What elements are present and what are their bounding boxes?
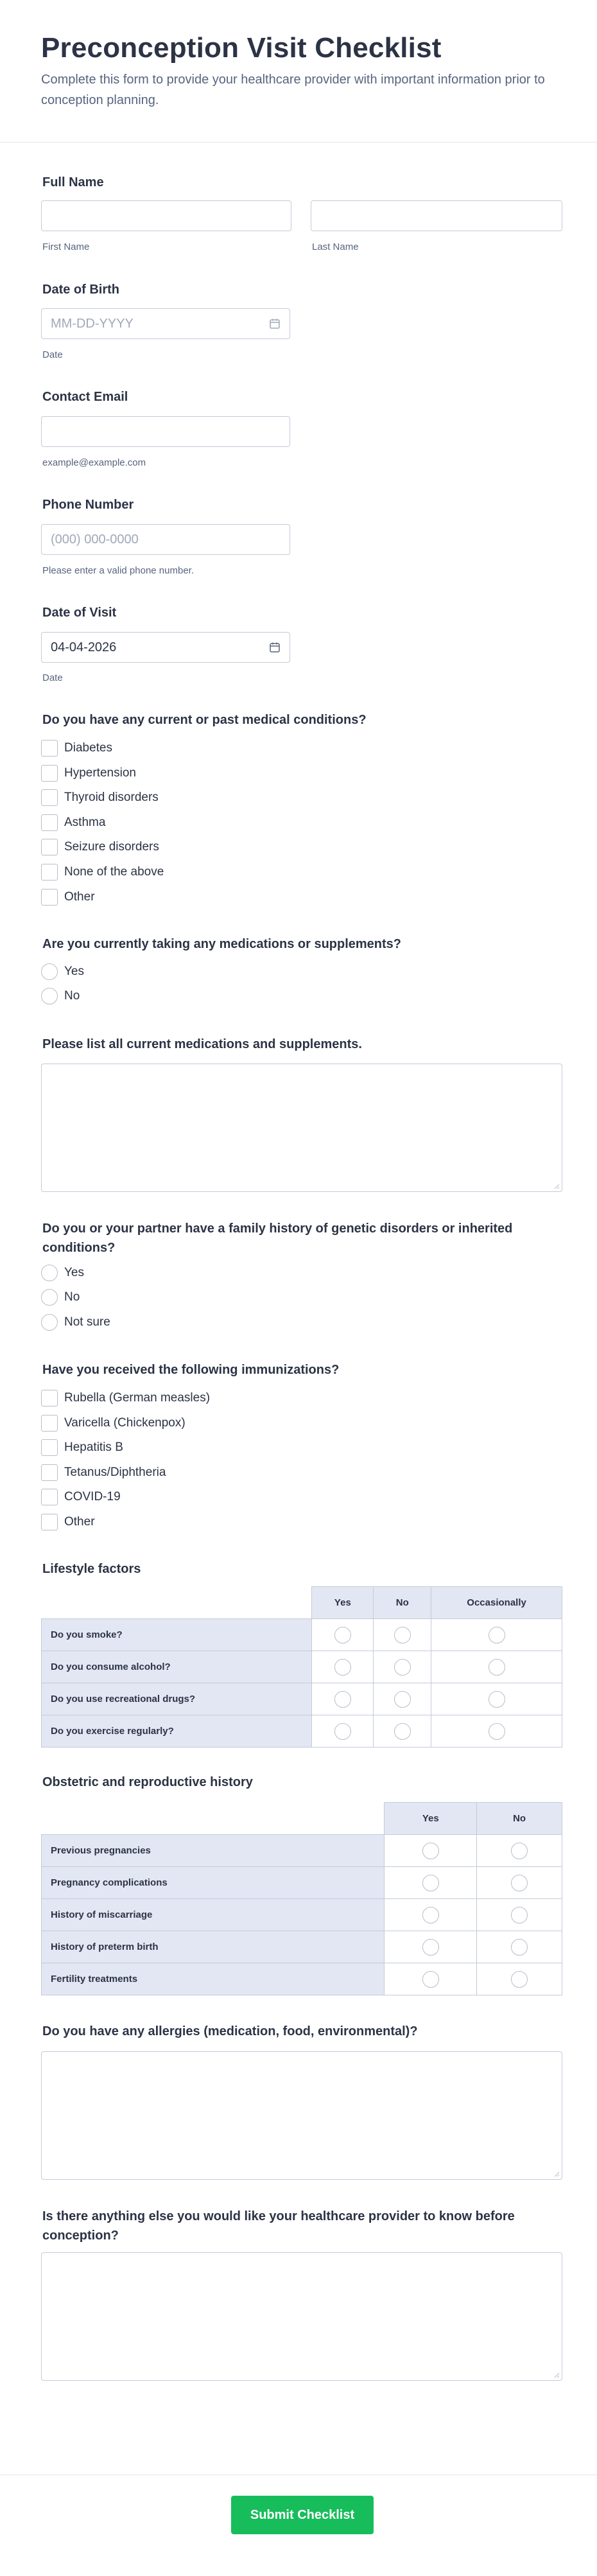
calendar-icon[interactable] <box>269 318 281 329</box>
lifestyle-label: Lifestyle factors <box>42 1562 141 1576</box>
condition-option[interactable] <box>41 765 136 782</box>
medications-list-label: Please list all current medications and supplements. <box>42 1037 362 1051</box>
conditions-label: Do you have any current or past medical conditions? <box>42 713 367 727</box>
radio-button[interactable] <box>422 1907 439 1923</box>
radio-button[interactable] <box>511 1939 528 1956</box>
medications-list-textarea[interactable] <box>41 1064 562 1192</box>
option-label: Other <box>64 890 95 904</box>
phone-placeholder: (000) 000-0000 <box>51 532 139 547</box>
checkbox[interactable] <box>41 740 58 757</box>
radio-button[interactable] <box>422 1971 439 1988</box>
matrix-corner <box>42 1803 385 1835</box>
matrix-row-label: History of miscarriage <box>42 1899 385 1931</box>
option-label: Yes <box>64 1266 84 1279</box>
immunizations-label: Have you received the following immunizations? <box>42 1363 340 1377</box>
option-label: Diabetes <box>64 741 112 755</box>
radio-button[interactable] <box>41 1289 58 1306</box>
matrix-row <box>42 1835 562 1867</box>
resize-handle-icon[interactable] <box>553 1183 560 1189</box>
checkbox[interactable] <box>41 1489 58 1505</box>
allergies-label: Do you have any allergies (medication, food, environmental)? <box>42 2024 418 2038</box>
condition-option[interactable] <box>41 889 95 906</box>
immunization-option[interactable] <box>41 1489 121 1505</box>
matrix-row <box>42 1931 562 1963</box>
checkbox[interactable] <box>41 1415 58 1432</box>
full-name-label: Full Name <box>42 175 104 189</box>
radio-button[interactable] <box>41 988 58 1004</box>
radio-button[interactable] <box>511 1843 528 1859</box>
radio-button[interactable] <box>394 1691 411 1708</box>
immunization-option[interactable] <box>41 1464 166 1481</box>
obstetric-matrix <box>41 1802 562 1995</box>
condition-option[interactable] <box>41 814 105 831</box>
visit-date-value: 04-04-2026 <box>51 640 117 654</box>
radio-button[interactable] <box>334 1627 351 1643</box>
last-name-input[interactable] <box>311 200 562 231</box>
matrix-row <box>42 1715 562 1748</box>
family-history-label: Do you or your partner have a family history of genetic disorders or inherited conditions? <box>42 1222 513 1255</box>
radio-button[interactable] <box>489 1691 505 1708</box>
matrix-corner <box>42 1587 312 1619</box>
matrix-column-header: No <box>477 1803 562 1835</box>
option-label: No <box>64 1290 80 1304</box>
option-label: Other <box>64 1515 95 1529</box>
matrix-row <box>42 1651 562 1683</box>
immunization-option[interactable] <box>41 1514 95 1530</box>
medications-option[interactable] <box>41 963 84 980</box>
radio-button[interactable] <box>334 1691 351 1708</box>
condition-option[interactable] <box>41 839 159 855</box>
anything-else-textarea[interactable] <box>41 2252 562 2381</box>
matrix-row <box>42 1683 562 1715</box>
condition-option[interactable] <box>41 740 112 757</box>
matrix-column-header: No <box>374 1587 431 1619</box>
matrix-row-label: Do you use recreational drugs? <box>42 1683 312 1715</box>
radio-button[interactable] <box>334 1723 351 1740</box>
email-sublabel: example@example.com <box>42 457 146 468</box>
matrix-row-label: Do you exercise regularly? <box>42 1715 312 1748</box>
checkbox[interactable] <box>41 1514 58 1530</box>
checkbox[interactable] <box>41 1464 58 1481</box>
phone-sublabel: Please enter a valid phone number. <box>42 565 194 576</box>
medications-option[interactable] <box>41 988 80 1004</box>
immunization-option[interactable] <box>41 1415 186 1432</box>
matrix-row <box>42 1867 562 1899</box>
radio-button[interactable] <box>41 1265 58 1281</box>
option-label: Yes <box>64 965 84 978</box>
last-name-sublabel: Last Name <box>312 241 359 252</box>
phone-input[interactable] <box>41 524 290 555</box>
visit-date-label: Date of Visit <box>42 606 117 620</box>
obstetric-label: Obstetric and reproductive history <box>42 1775 253 1789</box>
option-label: No <box>64 989 80 1003</box>
family-history-option[interactable] <box>41 1265 84 1281</box>
option-label: None of the above <box>64 865 164 879</box>
radio-button[interactable] <box>511 1875 528 1891</box>
matrix-row <box>42 1963 562 1995</box>
checkbox[interactable] <box>41 1390 58 1406</box>
radio-button[interactable] <box>41 1314 58 1331</box>
matrix-row-label: Fertility treatments <box>42 1963 385 1995</box>
matrix-row-label: Previous pregnancies <box>42 1835 385 1867</box>
medications-question-label: Are you currently taking any medications or supplements? <box>42 937 402 951</box>
radio-button[interactable] <box>422 1939 439 1956</box>
checkbox[interactable] <box>41 889 58 906</box>
calendar-icon[interactable] <box>269 642 281 653</box>
matrix-column-header: Occasionally <box>431 1587 562 1619</box>
matrix-row-label: History of preterm birth <box>42 1931 385 1963</box>
allergies-textarea[interactable] <box>41 2051 562 2180</box>
page-subtitle: Complete this form to provide your healthcare provider with important information prior to conception planning. <box>41 73 545 107</box>
radio-button[interactable] <box>511 1907 528 1923</box>
radio-button[interactable] <box>394 1723 411 1740</box>
condition-option[interactable] <box>41 789 159 806</box>
dob-sublabel: Date <box>42 349 63 360</box>
dob-placeholder: MM-DD-YYYY <box>51 317 134 331</box>
option-label: Thyroid disorders <box>64 791 159 804</box>
option-label: Rubella (German measles) <box>64 1391 211 1405</box>
resize-handle-icon[interactable] <box>553 2171 560 2177</box>
option-label: Asthma <box>64 816 106 829</box>
radio-button[interactable] <box>489 1627 505 1643</box>
dob-label: Date of Birth <box>42 283 119 297</box>
family-history-option[interactable] <box>41 1289 80 1306</box>
email-input[interactable] <box>41 416 290 447</box>
matrix-row-label: Do you consume alcohol? <box>42 1651 312 1683</box>
checkbox[interactable] <box>41 839 58 855</box>
option-label: Hypertension <box>64 766 136 780</box>
visit-date-sublabel: Date <box>42 672 63 683</box>
radio-button[interactable] <box>511 1971 528 1988</box>
option-label: Hepatitis B <box>64 1441 123 1454</box>
page-title: Preconception Visit Checklist <box>41 32 442 64</box>
option-label: Varicella (Chickenpox) <box>64 1416 186 1430</box>
option-label: Not sure <box>64 1315 110 1329</box>
dob-input[interactable] <box>41 308 290 339</box>
option-label: COVID-19 <box>64 1490 121 1503</box>
radio-button[interactable] <box>334 1659 351 1676</box>
checkbox[interactable] <box>41 864 58 881</box>
radio-button[interactable] <box>422 1875 439 1891</box>
radio-button[interactable] <box>422 1843 439 1859</box>
radio-button[interactable] <box>394 1627 411 1643</box>
matrix-row-label: Pregnancy complications <box>42 1867 385 1899</box>
radio-button[interactable] <box>489 1723 505 1740</box>
visit-date-input[interactable] <box>41 632 290 663</box>
phone-label: Phone Number <box>42 498 134 512</box>
anything-else-label: Is there anything else you would like your healthcare provider to know before conception? <box>42 2209 515 2243</box>
immunization-option[interactable] <box>41 1439 123 1456</box>
matrix-column-header: Yes <box>312 1587 374 1619</box>
checkbox[interactable] <box>41 814 58 831</box>
matrix-row <box>42 1899 562 1931</box>
lifestyle-matrix <box>41 1586 562 1748</box>
option-label: Tetanus/Diphtheria <box>64 1466 166 1479</box>
checkbox[interactable] <box>41 789 58 806</box>
resize-handle-icon[interactable] <box>553 2372 560 2378</box>
radio-button[interactable] <box>394 1659 411 1676</box>
submit-button[interactable]: Submit Checklist <box>231 2496 374 2534</box>
option-label: Seizure disorders <box>64 840 159 854</box>
immunization-option[interactable] <box>41 1390 210 1406</box>
checkbox[interactable] <box>41 765 58 782</box>
matrix-row <box>42 1619 562 1651</box>
checkbox[interactable] <box>41 1439 58 1456</box>
radio-button[interactable] <box>41 963 58 980</box>
first-name-sublabel: First Name <box>42 241 90 252</box>
family-history-option[interactable] <box>41 1314 110 1331</box>
form-header <box>0 0 597 143</box>
matrix-row-label: Do you smoke? <box>42 1619 312 1651</box>
email-label: Contact Email <box>42 390 128 404</box>
condition-option[interactable] <box>41 864 164 881</box>
matrix-column-header: Yes <box>385 1803 477 1835</box>
first-name-input[interactable] <box>41 200 291 231</box>
radio-button[interactable] <box>489 1659 505 1676</box>
